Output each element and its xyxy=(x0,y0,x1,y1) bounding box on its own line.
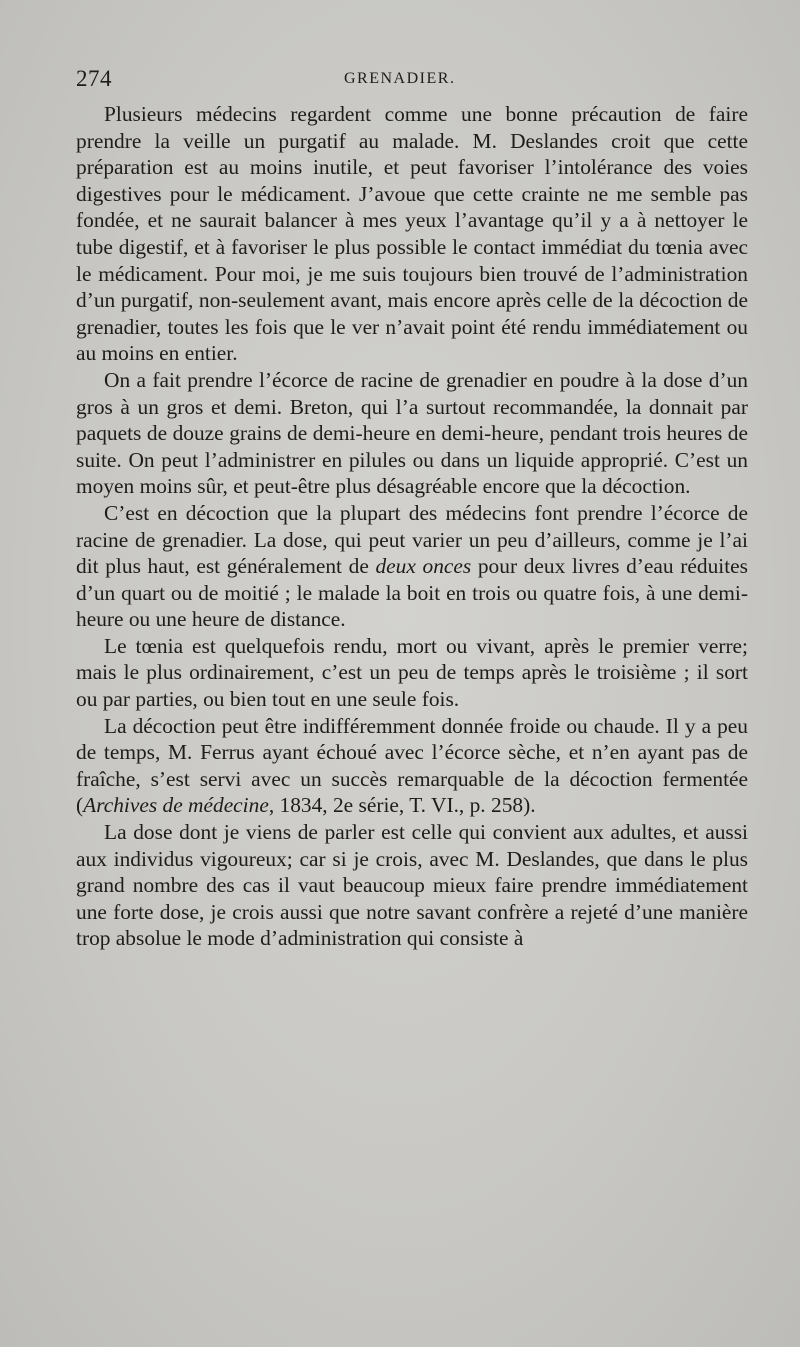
paragraph-poudre: On a fait prendre l’écorce de racine de grenadier en poudre à la dose d’un gros à un gros et demi. Breton, qui l’a surtout recommandée, la donnait par paquets de douze grains de demi-heure en demi-heure, pendant trois heures de suite. On peut l’administrer en pilules ou dans un liquide approprié. C’est un moyen moins sûr, et peut-être plus désagréable encore que la décoction. xyxy=(76,367,748,499)
paragraph-purgatif: Plusieurs médecins regardent comme une bonne précaution de faire prendre la veille un purgatif au malade. M. Deslandes croit que cette préparation est au moins inutile, et peut favoriser l’intolérance des voies digestives pour le médicament. J’avoue que cette crainte ne me semble pas fondée, et ne saurait balancer à mes yeux l’avantage qu’il y a à nettoyer le tube digestif, et à favoriser le plus possible le contact immédiat du tœnia avec le médicament. Pour moi, je me suis toujours bien trouvé de l’administration d’un purgatif, non-seulement avant, mais encore après celle de la décoction de grenadier, toutes les fois que le ver n’avait point été rendu immédiatement ou au moins en entier. xyxy=(76,102,748,366)
paragraph-decoction-fermentee xyxy=(76,713,748,819)
paragraph-text: La décoction peut être indifféremment donnée froide ou chaude. Il y a peu de temps, M. Ferrus ayant échoué avec l’écorce sèche, et n’en ayant pas de fraîche, s’est servi avec un succès remarquable de la décoction fermentée ( xyxy=(76,713,748,818)
paragraph-text: pour deux livres d’eau réduites d’un quart ou de moitié ; le malade la boit en trois ou quatre fois, à une demi-heure ou une heure de distance. xyxy=(76,554,748,632)
journal-title: Archives de médecine xyxy=(83,793,269,818)
page-header xyxy=(76,66,748,96)
paragraph-dose-adultes: La dose dont je viens de parler est celle qui convient aux adultes, et aussi aux individus vigoureux; car si je crois, avec M. Deslandes, que dans le plus grand nombre des cas il vaut beaucoup mieux faire prendre immédiatement une forte dose, je crois aussi que notre savant confrère a rejeté d’une manière trop absolue le mode d’administration qui consiste à xyxy=(76,820,748,951)
paragraph-tœnia-rendu: Le tœnia est quelquefois rendu, mort ou vivant, après le premier verre; mais le plus ordinairement, c’est un peu de temps après le troisième ; il sort ou par parties, ou bien tout en une seule fois. xyxy=(76,633,748,712)
paragraph-text: , 1834, 2e série, T. VI., p. 258). xyxy=(268,793,536,818)
page-number: 274 xyxy=(76,66,112,91)
italic-phrase: deux onces xyxy=(375,554,472,579)
body-text xyxy=(76,101,748,952)
running-head: GRENADIER. xyxy=(344,70,456,87)
paragraph-decoction-dose xyxy=(76,500,748,633)
paragraph-text: C’est en décoction que la plupart des médecins font prendre l’écorce de racine de grenadier. La dose, qui peut varier un peu d’ailleurs, comme je l’ai dit plus haut, est généralement de xyxy=(76,500,748,579)
